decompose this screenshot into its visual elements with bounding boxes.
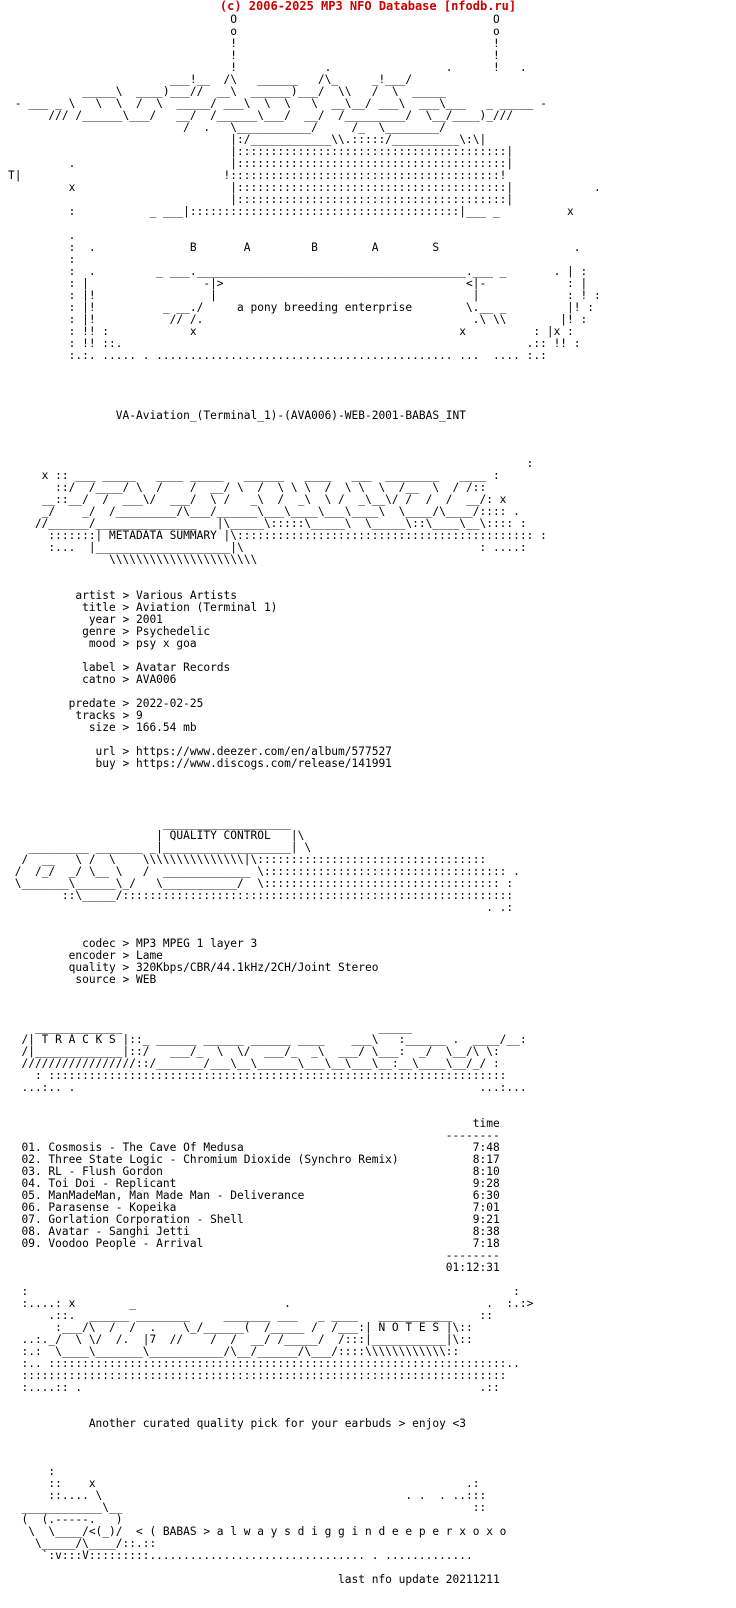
nfo-line: [8, 1454, 601, 1466]
nfo-line: [8, 914, 601, 926]
nfo-line: / /_/ _/ \__ \ / _____________ \:::::::::::::::::::::::::::::::::::: .: [8, 865, 520, 878]
nfo-line: :: [8, 253, 76, 266]
nfo-line: [8, 386, 601, 398]
nfo-line: o o: [8, 25, 500, 38]
nfo-line: ::.... \ . . . ..:::: [8, 1489, 487, 1502]
nfo-line: : !! : x x : |x :: [8, 325, 574, 338]
nfo-line: [8, 770, 601, 782]
nfo-line: 06. Parasense - Kopeika 7:01: [8, 1201, 500, 1214]
nfo-line: mood > psy x goa: [8, 637, 197, 650]
nfo-line: :: x .:: [8, 1477, 480, 1490]
nfo-line: \ \____/<(_)/ < ( BABAS > a l w a y s d i g g i n d e e p e r x o x o: [8, 1525, 507, 1538]
nfo-line: [8, 1442, 601, 1454]
nfo-line: |::::::::::::::::::::::::::::::::::::::::|: [8, 193, 514, 206]
nfo-line: [8, 218, 601, 230]
nfo-line: 07. Gorlation Corporation - Shell 9:21: [8, 1213, 500, 1226]
nfo-line: : _ ___|::::::::::::::::::::::::::::::::::::::::|___ _ x: [8, 205, 574, 218]
nfo-line: __::__/ / ___\/ ___/ \ / _\ / _\ \ / _\__\/ / / / __/: x: [8, 493, 507, 506]
nfo-line: ::\_____/::::::::::::::::::::::::::::::::::::::::::::::::::::::::::: [8, 889, 514, 902]
nfo-line: source > WEB: [8, 973, 157, 986]
nfo-line: [8, 998, 601, 1010]
nfo-line: predate > 2022-02-25: [8, 697, 204, 710]
nfo-line: /// /______\___/ __/ /______\___/ __/ /_________/ \__/____)_///: [8, 109, 514, 122]
nfo-line: - ___ _ \ \ \ / \ _____/ ___\ \ \ \ __\__/ ___\ ___\___ _ _____ -: [8, 97, 547, 110]
nfo-line: [8, 566, 601, 578]
nfo-line: ...:.. . ...:...: [8, 1081, 527, 1094]
copyright-header: (c) 2006-2025 MP3 NFO Database [nfodb.ru]: [219, 0, 517, 13]
nfo-line: \\\\\\\\\\\\\\\\\\\\\\: [8, 553, 258, 566]
nfo-line: / __ \ / \ \\\\\\\\\\\\\\\|\::::::::::::::::::::::::::::::::::: [8, 853, 487, 866]
nfo-line: time: [8, 1117, 500, 1130]
nfo-line: T| !::::::::::::::::::::::::::::::::::::::::!: [8, 169, 507, 182]
nfo-line: :: [8, 1465, 56, 1478]
nfo-line: buy > https://www.discogs.com/release/141991: [8, 757, 392, 770]
nfo-line: ___________________: [8, 817, 291, 830]
nfo-line: _____\ ____)___// __\ ______)___/ \\ / \ _____: [8, 85, 446, 98]
nfo-line: [8, 986, 601, 998]
nfo-line: encoder > Lame: [8, 949, 163, 962]
nfo-line: 03. RL - Flush Gordon 8:10: [8, 1165, 500, 1178]
nfo-line: [8, 434, 601, 446]
nfo-line: : ::::::::::::::::::::::::::::::::::::::::::::::::::::::::::::::::::::: [8, 1069, 507, 1082]
nfo-line: [8, 422, 601, 434]
nfo-line: ___!__ /\ ______ /\_ _!___/: [8, 73, 413, 86]
nfo-line: Another curated quality pick for your earbuds > enjoy <3: [8, 1417, 467, 1430]
nfo-line: [8, 1394, 601, 1406]
nfo-line: :: [8, 457, 534, 470]
nfo-line: |::::::::::::::::::::::::::::::::::::::::|: [8, 145, 514, 158]
nfo-line: last nfo update 20211211: [8, 1573, 500, 1586]
nfo-line: :.:. ..... . ............................................ ... .... :.:: [8, 349, 547, 362]
nfo-line: [8, 1094, 601, 1106]
nfo-line: /////////////////::/_______/___\__\______\___\__\___\__:__\____\__/_/ :: [8, 1057, 500, 1070]
nfo-line: :....:: . .::: [8, 1381, 500, 1394]
nfo-line: 02. Three State Logic - Chromium Dioxide (Synchro Remix) 8:17: [8, 1153, 500, 1166]
nfo-line: :... |____________________|\ : ....:: [8, 541, 527, 554]
nfo-line: | QUALITY CONTROL |\: [8, 829, 305, 842]
nfo-line: ( (.-----. ): [8, 1513, 123, 1526]
nfo-line: O O: [8, 13, 500, 26]
nfo-line: 01. Cosmosis - The Cave Of Medusa 7:48: [8, 1141, 500, 1154]
nfo-line: catno > AVA006: [8, 673, 177, 686]
nfo-line: : | -|> <|- : |: [8, 277, 588, 290]
nfo-line: :::::::| METADATA SUMMARY |\:::::::::::::::::::::::::::::::::::::::::::: :: [8, 529, 547, 542]
nfo-line: 09. Voodoo People - Arrival 7:18: [8, 1237, 500, 1250]
nfo-line: [8, 362, 601, 374]
nfo-line: artist > Various Artists: [8, 589, 238, 602]
nfo-line: x :: ___ _____ ____ _____ ______ ____ ___ ________ ____ :: [8, 469, 500, 482]
nfo-line: [8, 374, 601, 386]
nfo-line: :.. ::::::::::::::::::::::::::::::::::::::::::::::::::::::::::::::::::::..: [8, 1357, 520, 1370]
nfo-line: :___/\ / / . \_/______( /_____ / /___:| N O T E S |\::: [8, 1321, 473, 1334]
nfo-line: x |::::::::::::::::::::::::::::::::::::::::| .: [8, 181, 601, 194]
nfo-line: year > 2001: [8, 613, 163, 626]
nfo-line: .: [8, 229, 76, 242]
nfo-ascii-art-document: [8, 14, 601, 1586]
nfo-line: [8, 794, 601, 806]
nfo-line: label > Avatar Records: [8, 661, 231, 674]
nfo-line: : . B A B A S .: [8, 241, 581, 254]
nfo-line: --------: [8, 1129, 500, 1142]
nfo-line: ____________\__ ::: [8, 1501, 487, 1514]
nfo-line: VA-Aviation_(Terminal_1)-(AVA006)-WEB-2001-BABAS_INT: [8, 409, 467, 422]
nfo-line: tracks > 9: [8, 709, 143, 722]
nfo-line: : !! ::. .:: !! :: [8, 337, 581, 350]
nfo-line: \_______\______\_/ \___________/ \::::::::::::::::::::::::::::::::::: :: [8, 877, 514, 890]
nfo-line: [8, 782, 601, 794]
nfo-line: \_____/\____/::.::: [8, 1537, 157, 1550]
nfo-line: size > 166.54 mb: [8, 721, 197, 734]
nfo-line: : :: [8, 1285, 520, 1298]
nfo-line: _____________ _____: [8, 1021, 413, 1034]
nfo-line: 04. Toi Doi - Replicant 9:28: [8, 1177, 500, 1190]
nfo-line: ::/ /____/ \ / / __/ \ / \ \ \ / \ \ \ /__ \ / /::: [8, 481, 487, 494]
nfo-line: title > Aviation (Terminal 1): [8, 601, 278, 614]
nfo-line: ! !: [8, 49, 500, 62]
nfo-line: _________ _______ _|___________________| \: [8, 841, 312, 854]
nfo-line: `:v:::V:::::::::................................ . .............: [8, 1549, 473, 1562]
nfo-line: ! !: [8, 37, 500, 50]
nfo-line: url > https://www.deezer.com/en/album/577527: [8, 745, 392, 758]
nfo-line: 05. ManMadeMan, Man Made Man - Deliverance 6:30: [8, 1189, 500, 1202]
nfo-line: . |::::::::::::::::::::::::::::::::::::::::|: [8, 157, 514, 170]
nfo-line: : |! // /. .\ \\ |! :: [8, 313, 588, 326]
nfo-line: . .:: [8, 901, 514, 914]
nfo-line: _/ _/ /_________/\___/______\___\____\___\____\ \____/\____/:::: .: [8, 505, 520, 518]
nfo-line: |:/____________\\.:::::/__________\:\|: [8, 133, 487, 146]
nfo-line: genre > Psychedelic: [8, 625, 211, 638]
nfo-line: /| T R A C K S |::_ ______ ______ ______ ____ ___\ :______ . ____/__:: [8, 1033, 527, 1046]
nfo-line: [8, 1430, 601, 1442]
nfo-line: :....: x _ . . :.:>: [8, 1297, 534, 1310]
nfo-line: : |! | | : ! :: [8, 289, 601, 302]
nfo-line: ..:._/ \ \/ /. |7 // / / __/ /_____/ /:::|___________|\::: [8, 1333, 473, 1346]
nfo-line: 01:12:31: [8, 1261, 500, 1274]
nfo-line: / . \___________/ /_ \________/: [8, 121, 446, 134]
nfo-line: ::::::::::::::::::::::::::::::::::::::::::::::::::::::::::::::::::::::::: [8, 1369, 507, 1382]
nfo-line: : |! _ __./ a pony breeding enterprise \.__ _ |! :: [8, 301, 594, 314]
nfo-line: quality > 320Kbps/CBR/44.1kHz/2CH/Joint Stereo: [8, 961, 379, 974]
nfo-line: 08. Avatar - Sanghi Jetti 8:38: [8, 1225, 500, 1238]
nfo-line: :.: \____\_______\___________/\__/______/\___/::::\\\\\\\\\\\\::: [8, 1345, 460, 1358]
nfo-line: : . _ ___.________________________________________.___ _ . | :: [8, 265, 588, 278]
nfo-line: ! . . ! .: [8, 61, 527, 74]
nfo-line: .::. ______ ________ _______ ___ _ ____ ___________ ::: [8, 1309, 493, 1322]
nfo-line: codec > MP3 MPEG 1 layer 3: [8, 937, 258, 950]
nfo-line: /|_____________|::/ ___/_ \ \/ ___/_ _\ ___/ \___: _/ \__/\ \:: [8, 1045, 500, 1058]
nfo-line: //______/_______________ |\_____\:::::\_____\ \_____\::\____\__\:::: :: [8, 517, 527, 530]
nfo-line: --------: [8, 1249, 500, 1262]
